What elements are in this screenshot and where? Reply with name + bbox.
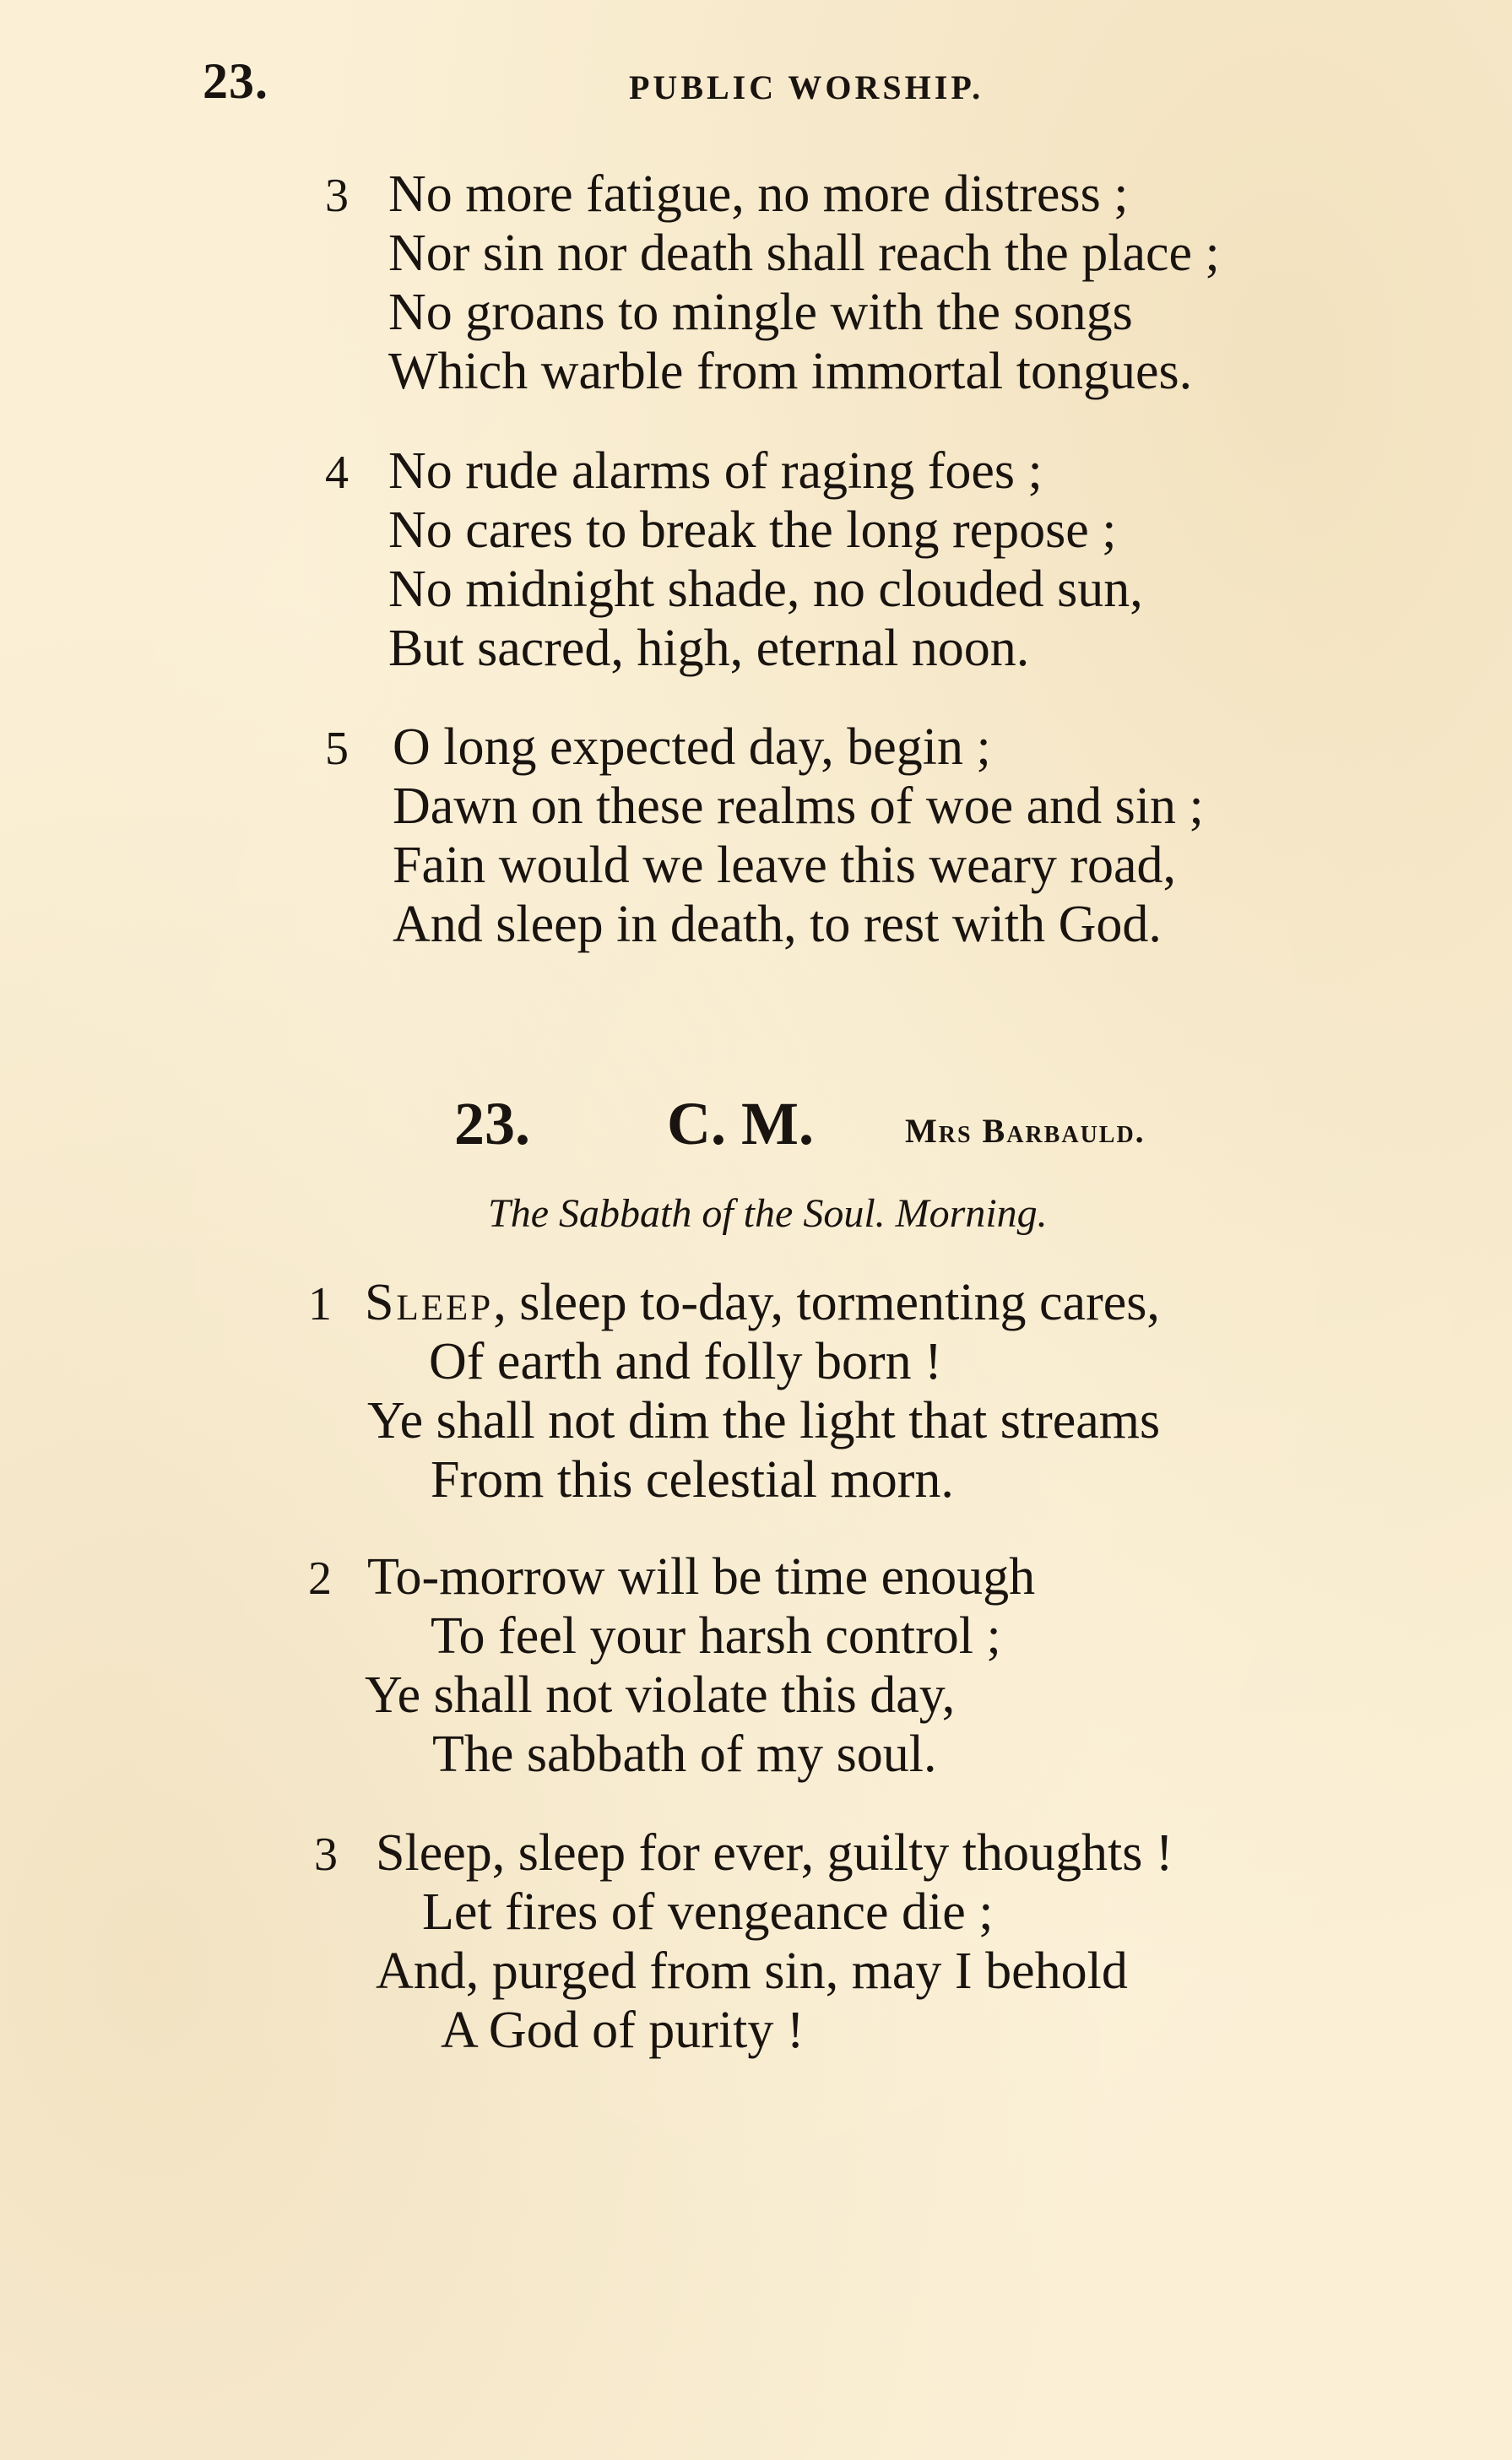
first-word: Sleep	[365, 1274, 494, 1331]
stanza-number: 3	[314, 1829, 338, 1881]
verse-line: O long expected day, begin ;	[393, 718, 991, 776]
verse-line: A God of purity !	[441, 2002, 805, 2059]
stanza-number: 2	[308, 1552, 332, 1605]
stanza-number: 3	[325, 170, 349, 222]
hymn-author: Mrs Barbauld.	[905, 1112, 1146, 1150]
hymn-heading	[0, 1089, 1512, 1165]
running-head	[0, 52, 1512, 111]
stanza-number: 5	[325, 723, 349, 775]
verse-line: From this celestial morn.	[431, 1451, 954, 1509]
verse-line: Dawn on these realms of woe and sin ;	[393, 778, 1204, 835]
verse-line: The sabbath of my soul.	[432, 1726, 937, 1783]
verse-line: Sleep, sleep for ever, guilty thoughts !	[376, 1824, 1173, 1882]
verse-line: No midnight shade, no clouded sun,	[388, 561, 1143, 618]
verse-line: No rude alarms of raging foes ;	[388, 442, 1043, 500]
verse-line: No groans to mingle with the songs	[388, 284, 1133, 341]
hymn-number: 23.	[454, 1090, 530, 1157]
running-title: PUBLIC WORSHIP.	[629, 68, 984, 106]
verse-line: Nor sin nor death shall reach the place ;	[388, 225, 1220, 282]
verse-line: No more fatigue, no more distress ;	[388, 165, 1129, 223]
verse-line: And, purged from sin, may I behold	[376, 1943, 1128, 2000]
verse-line-rest: , sleep to-day, tormenting cares,	[493, 1274, 1160, 1331]
verse-line: To-morrow will be time enough	[367, 1548, 1036, 1606]
verse-line: Ye shall not violate this day,	[365, 1666, 956, 1724]
verse-line: Ye shall not dim the light that streams	[367, 1392, 1161, 1449]
hymn-meter: C. M.	[667, 1090, 814, 1157]
stanza-number: 1	[308, 1278, 332, 1330]
page-number: 23.	[203, 53, 268, 109]
verse-line: But sacred, high, eternal noon.	[388, 620, 1030, 677]
verse-line: And sleep in death, to rest with God.	[393, 896, 1162, 953]
verse-line: Let fires of vengeance die ;	[422, 1883, 994, 1941]
verse-line	[365, 1273, 1160, 1333]
hymn-subtitle: The Sabbath of the Soul. Morning.	[488, 1191, 1048, 1236]
stanza-number: 4	[325, 447, 349, 499]
verse-line: Which warble from immortal tongues.	[388, 343, 1193, 400]
verse-line: To feel your harsh control ;	[431, 1607, 1001, 1665]
verse-line: Fain would we leave this weary road,	[393, 837, 1177, 894]
verse-line: Of earth and folly born !	[429, 1333, 942, 1390]
verse-line: No cares to break the long repose ;	[388, 501, 1117, 559]
